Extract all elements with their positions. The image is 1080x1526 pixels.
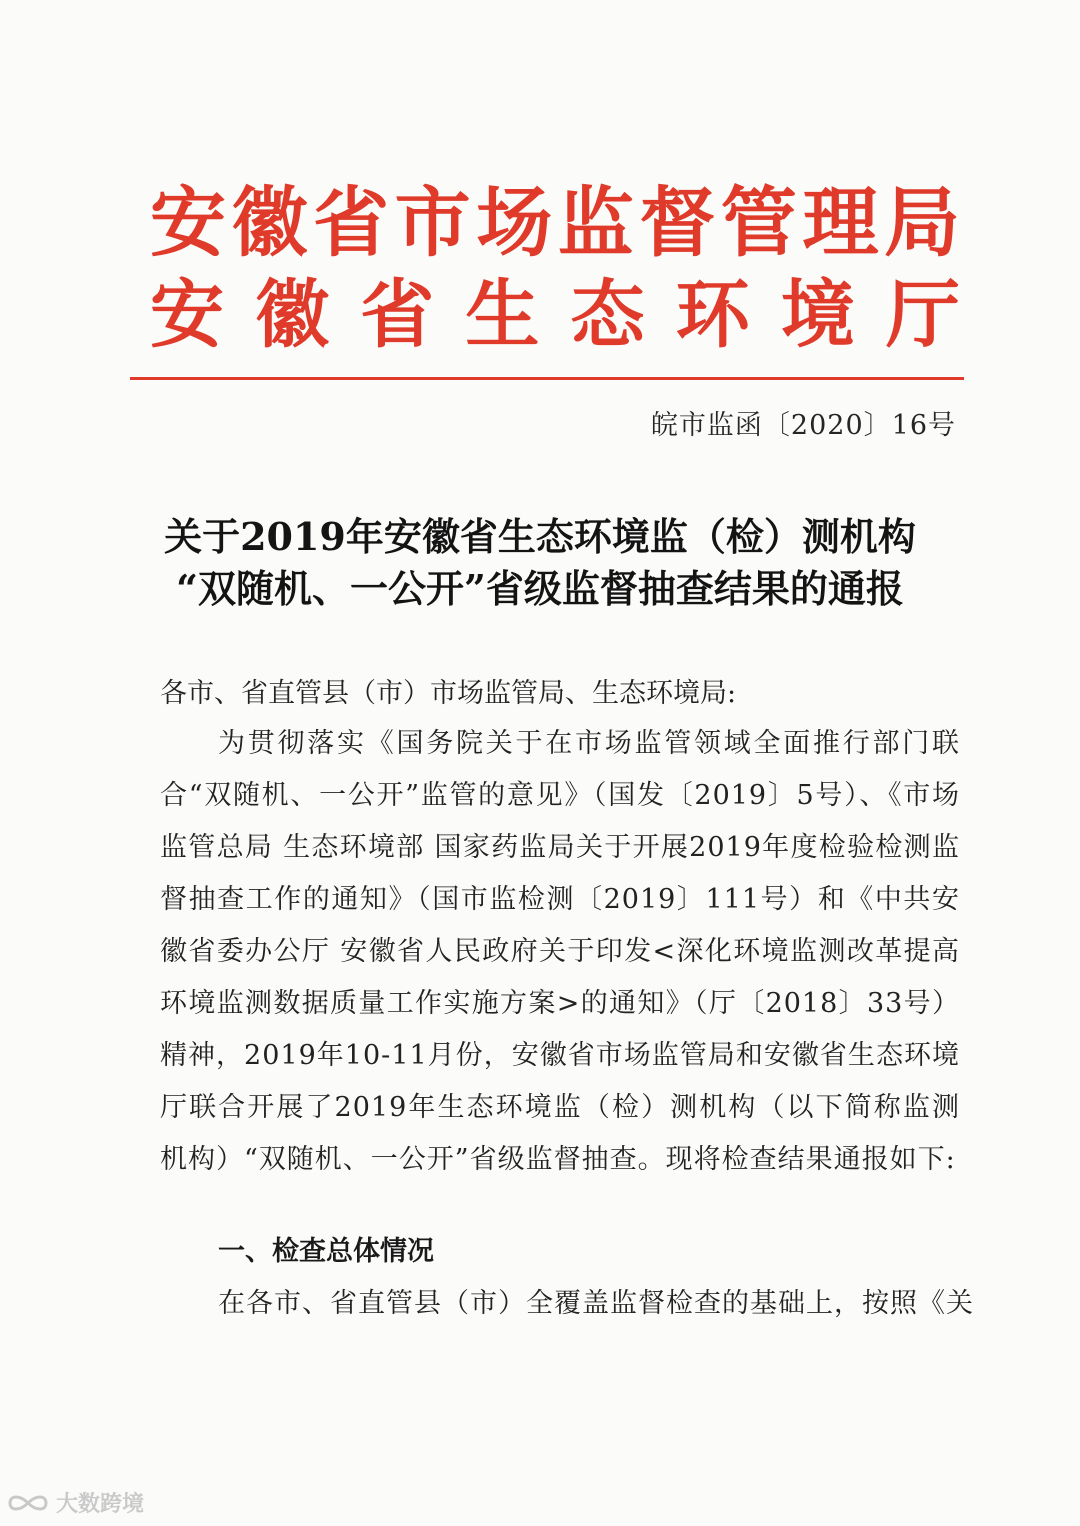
document-title-line-2: “双随机、一公开”省级监督抽查结果的通报 bbox=[176, 566, 904, 611]
red-divider-line bbox=[130, 377, 964, 380]
section-heading-overview: 一、检查总体情况 bbox=[218, 1236, 434, 1267]
watermark-text: 大数跨境 bbox=[56, 1492, 145, 1517]
document-title-line-1: 关于2019年安徽省生态环境监（检）测机构 bbox=[164, 514, 916, 559]
salutation: 各市、省直管县（市）市场监管局、生态环境局: bbox=[160, 678, 737, 709]
issuing-org-ecology-environment: 安徽省生态环境厅 bbox=[150, 272, 960, 358]
document-number: 皖市监函〔2020〕16号 bbox=[650, 410, 956, 441]
watermark bbox=[6, 1487, 144, 1518]
infinity-logo-icon bbox=[6, 1490, 50, 1516]
body-paragraph-2: 在各市、省直管县（市）全覆盖监督检查的基础上，按照《关 bbox=[218, 1288, 974, 1319]
body-paragraph-1: 为贯彻落实《国务院关于在市场监管领域全面推行部门联合“双随机、一公开”监管的意见》（国发〔2019〕5号）、《市场监管总局 生态环境部 国家药监局关于开展2019年度检验检测监督抽查工作的通知》（国市监检测〔2019〕111号）和《中共安徽省委办公厅 安徽省人民政府关于印发<深化环境监测改革提高环境监测数据质量工作实施方案>的通知》（厅〔2018〕33号）精神，2019年10-11月份，安徽省市场监管局和安徽省生态环境厅联合开展了2019年生态环境监（检）测机构（以下简称监测机构）“双随机、一公开”省级监督抽查。现将检查结果通报如下: bbox=[160, 728, 960, 1175]
issuing-org-market-regulation: 安徽省市场监督管理局 bbox=[150, 178, 960, 267]
